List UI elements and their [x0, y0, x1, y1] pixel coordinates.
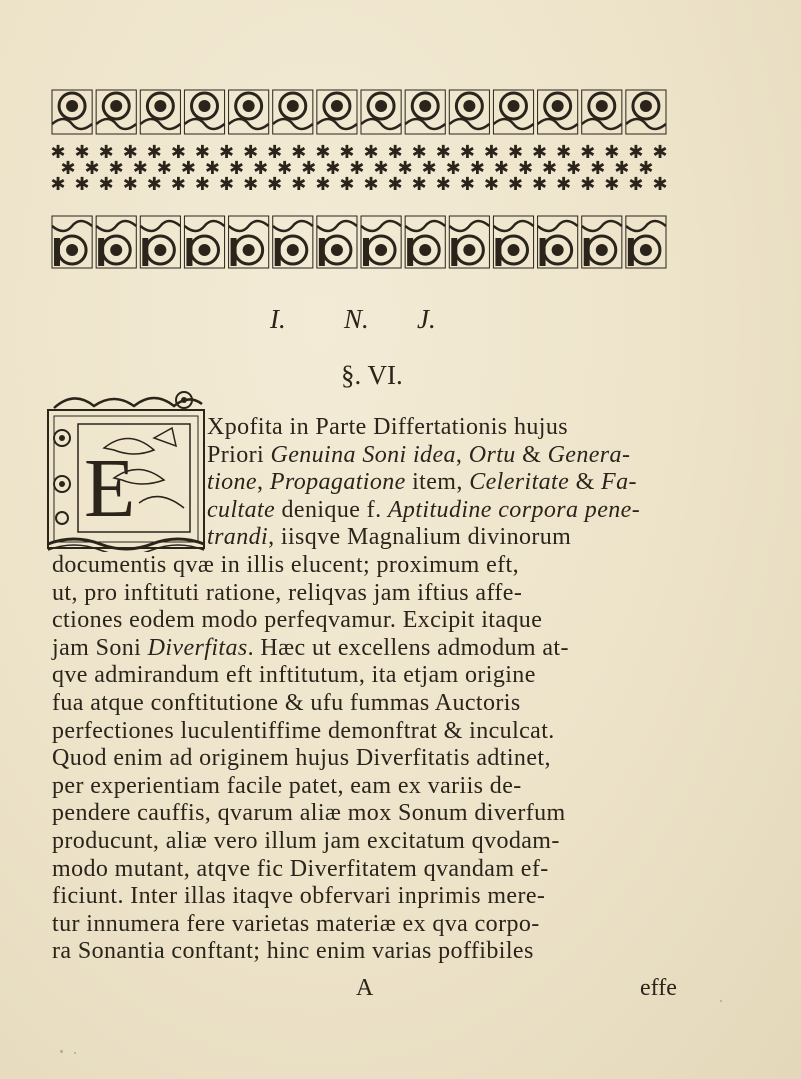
text-line — [52, 827, 676, 855]
svg-text:✱: ✱ — [638, 158, 654, 179]
text-segment: ra Sonantia conftant; hinc enim varias poffibiles — [52, 938, 534, 965]
svg-text:✱: ✱ — [507, 142, 524, 163]
initial-letter: E — [84, 442, 136, 535]
text-segment: Genera- — [547, 441, 631, 468]
svg-text:✱: ✱ — [507, 174, 524, 195]
running-head-part: J. — [417, 304, 436, 334]
text-segment: ficiunt. Inter illas itaqve obfervari inprimis mere- — [52, 883, 546, 910]
svg-text:✱: ✱ — [194, 174, 211, 195]
svg-text:✱: ✱ — [301, 158, 317, 179]
svg-text:✱: ✱ — [421, 158, 437, 179]
svg-text:✱: ✱ — [411, 142, 427, 163]
svg-text:✱: ✱ — [170, 174, 186, 195]
text-segment: ut, pro inftituti ratione, reliqvas jam iftius affe- — [52, 579, 523, 606]
text-segment: qve admirandum eft inftitutum, ita etjam origine — [52, 662, 536, 689]
svg-text:✱: ✱ — [132, 158, 148, 179]
svg-text:✱: ✱ — [74, 142, 90, 163]
svg-text:✱: ✱ — [411, 174, 427, 195]
text-segment: Priori — [207, 441, 271, 468]
text-segment: denique f. — [275, 496, 388, 523]
svg-text:✱: ✱ — [325, 158, 341, 179]
svg-text:✱: ✱ — [590, 158, 606, 179]
svg-text:✱: ✱ — [122, 174, 138, 195]
text-segment: item, — [405, 469, 470, 496]
text-segment: per experientiam facile patet, eam ex variis de- — [52, 772, 522, 799]
svg-text:✱: ✱ — [98, 142, 114, 163]
svg-text:✱: ✱ — [542, 158, 558, 179]
svg-text:✱: ✱ — [98, 174, 114, 195]
text-segment: Propagatione — [269, 469, 406, 496]
svg-text:✱: ✱ — [267, 174, 283, 195]
svg-text:✱: ✱ — [180, 158, 196, 179]
text-segment: Ortu — [468, 441, 516, 468]
text-line — [207, 523, 675, 551]
signature-mark: A — [356, 975, 374, 1001]
text-segment: & — [569, 469, 602, 496]
text-segment: Genuina Soni idea — [270, 441, 456, 468]
svg-text:✱: ✱ — [652, 174, 668, 195]
svg-text:✱: ✱ — [253, 158, 269, 179]
text-segment: perfectiones luculentiffime demonftrat & inculcat. — [52, 717, 555, 744]
text-line — [52, 606, 676, 634]
svg-text:✱: ✱ — [243, 142, 259, 163]
text-line — [52, 717, 676, 745]
svg-text:✱: ✱ — [459, 174, 475, 195]
svg-text:✱: ✱ — [435, 142, 451, 163]
svg-text:✱: ✱ — [628, 142, 644, 163]
text-segment: pendere cauffis, qvarum aliæ mox Sonum diverfum — [52, 800, 566, 827]
svg-text:✱: ✱ — [219, 174, 235, 195]
svg-text:✱: ✱ — [493, 158, 509, 179]
svg-text:✱: ✱ — [243, 174, 259, 195]
svg-text:✱: ✱ — [108, 158, 124, 179]
text-segment: tione — [207, 469, 257, 496]
svg-text:✱: ✱ — [387, 142, 403, 163]
paper-speck — [720, 1000, 722, 1002]
svg-text:✱: ✱ — [349, 158, 365, 179]
text-line — [207, 413, 675, 441]
svg-text:✱: ✱ — [363, 142, 379, 163]
text-line — [52, 882, 676, 910]
svg-text:✱: ✱ — [469, 158, 485, 179]
text-line — [207, 496, 675, 524]
text-line — [207, 441, 675, 469]
svg-text:✱: ✱ — [373, 158, 389, 179]
svg-text:✱: ✱ — [146, 142, 162, 163]
paper-speck — [60, 1050, 63, 1053]
section-heading: §. VI. — [341, 360, 403, 390]
svg-text:✱: ✱ — [50, 174, 66, 195]
text-line — [52, 799, 676, 827]
text-line — [52, 551, 676, 579]
svg-text:✱: ✱ — [74, 174, 90, 195]
svg-text:✱: ✱ — [459, 142, 475, 163]
svg-text:✱: ✱ — [628, 174, 644, 195]
text-segment: Aptitudine corpora pene- — [387, 496, 641, 523]
running-head-part: I. — [270, 304, 286, 334]
svg-text:✱: ✱ — [604, 174, 620, 195]
svg-text:✱: ✱ — [397, 158, 413, 179]
text-segment: cultate — [207, 496, 276, 523]
svg-text:✱: ✱ — [229, 158, 245, 179]
svg-text:✱: ✱ — [604, 142, 620, 163]
text-line — [52, 634, 676, 662]
text-line — [52, 689, 676, 717]
text-line — [52, 772, 676, 800]
text-segment: Diverfitas — [147, 634, 248, 661]
catchword: effe — [640, 975, 677, 1001]
svg-text:✱: ✱ — [580, 174, 596, 195]
svg-text:✱: ✱ — [556, 142, 572, 163]
text-segment: . Hæc ut excellens admodum at- — [247, 634, 569, 661]
svg-text:✱: ✱ — [363, 174, 379, 195]
text-segment: documentis qvæ in illis elucent; proximum eft, — [52, 552, 520, 578]
text-line — [52, 910, 676, 938]
text-segment: & — [515, 441, 548, 468]
svg-text:✱: ✱ — [122, 142, 138, 163]
svg-text:✱: ✱ — [60, 158, 76, 179]
text-segment: , iisqve Magnalium divinorum — [268, 524, 572, 551]
svg-text:✱: ✱ — [387, 174, 403, 195]
svg-text:✱: ✱ — [219, 142, 235, 163]
svg-text:✱: ✱ — [84, 158, 100, 179]
svg-text:✱: ✱ — [532, 142, 548, 163]
running-head-part: N. — [344, 304, 369, 334]
text-line — [52, 855, 676, 883]
text-segment: Celeritate — [469, 469, 570, 496]
text-segment: , — [257, 469, 270, 496]
text-segment: Fa- — [601, 469, 637, 496]
svg-text:✱: ✱ — [315, 174, 331, 195]
svg-text:✱: ✱ — [652, 142, 668, 163]
text-line — [52, 744, 676, 772]
text-segment: modo mutant, atqve fic Diverfitatem qvandam ef- — [52, 855, 549, 882]
text-line — [52, 661, 676, 689]
svg-text:✱: ✱ — [267, 142, 283, 163]
svg-text:✱: ✱ — [445, 158, 461, 179]
text-line — [52, 579, 676, 607]
svg-text:✱: ✱ — [517, 158, 534, 179]
svg-text:✱: ✱ — [532, 174, 548, 195]
svg-text:✱: ✱ — [483, 142, 499, 163]
svg-text:✱: ✱ — [614, 158, 630, 179]
svg-text:✱: ✱ — [50, 142, 66, 163]
svg-text:✱: ✱ — [566, 158, 582, 179]
text-segment: , — [455, 441, 469, 468]
text-segment: trandi — [207, 524, 269, 551]
svg-text:✱: ✱ — [204, 158, 221, 179]
svg-text:✱: ✱ — [339, 142, 355, 163]
svg-text:✱: ✱ — [156, 158, 172, 179]
paper-speck — [74, 1052, 76, 1054]
svg-text:✱: ✱ — [277, 158, 293, 179]
text-segment: tur innumera fere varietas materiæ ex qva corpo- — [52, 910, 540, 937]
svg-text:✱: ✱ — [580, 142, 596, 163]
text-segment: fua atque conftitutione & ufu fummas Auctoris — [52, 690, 521, 716]
svg-text:✱: ✱ — [291, 174, 307, 195]
text-segment: producunt, aliæ vero illum jam excitatum qvodam- — [52, 828, 560, 854]
svg-text:✱: ✱ — [194, 142, 211, 163]
svg-text:✱: ✱ — [315, 142, 331, 163]
svg-text:✱: ✱ — [291, 142, 307, 163]
text-segment: ctiones eodem modo perfeqvamur. Excipit itaque — [52, 607, 543, 634]
text-segment: Quod enim ad originem hujus Diverfitatis adtinet, — [52, 745, 551, 772]
svg-text:✱: ✱ — [483, 174, 499, 195]
text-segment: Xpofita in Parte Differtationis hujus — [207, 414, 568, 440]
svg-text:✱: ✱ — [170, 142, 186, 163]
svg-text:✱: ✱ — [146, 174, 162, 195]
text-segment: jam Soni — [52, 634, 148, 661]
svg-text:✱: ✱ — [339, 174, 355, 195]
text-line — [52, 937, 676, 965]
svg-text:✱: ✱ — [435, 174, 451, 195]
svg-text:✱: ✱ — [556, 174, 572, 195]
text-line — [207, 468, 675, 496]
